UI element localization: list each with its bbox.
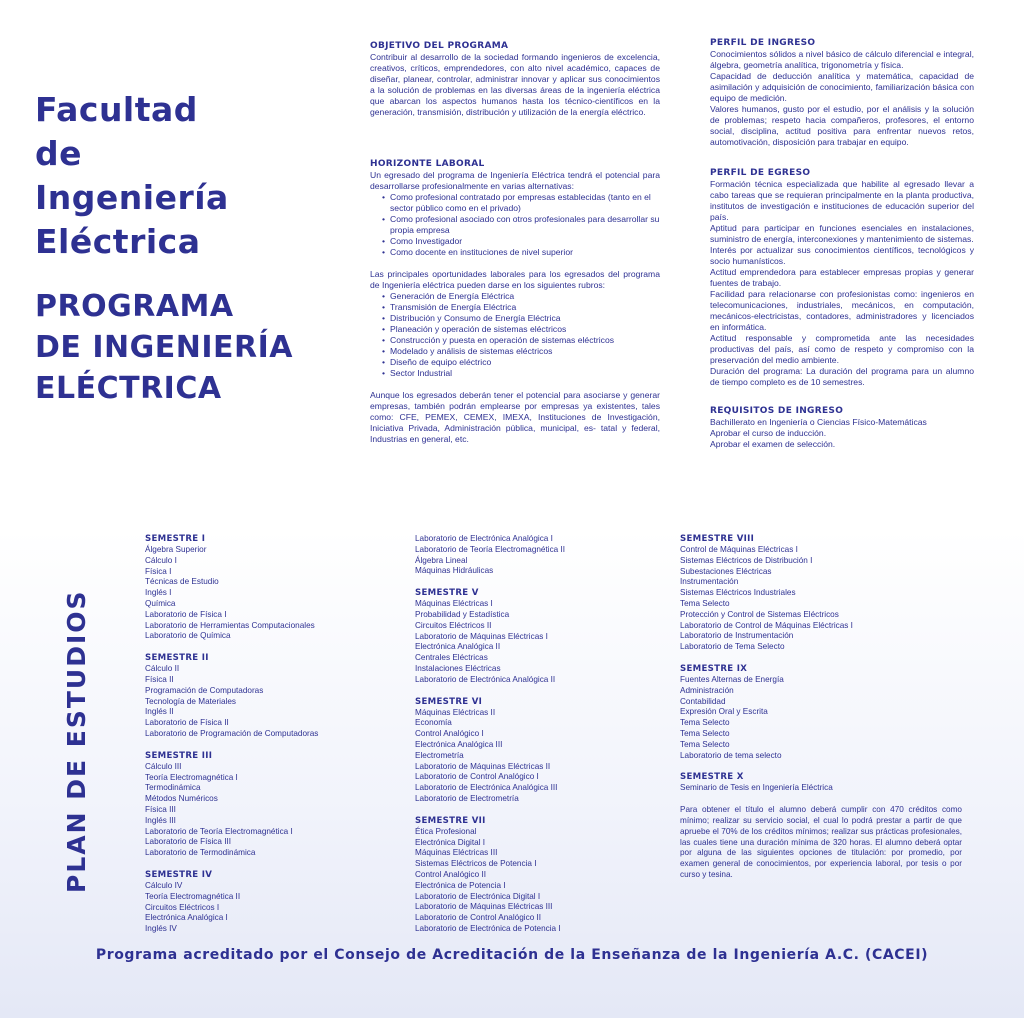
section-text: Formación técnica especializada que habilite al egresado llevar a cabo tareas que se requieran principalmente en la planta productiva, institutos de investigación e instituciones de educación superior del país. [710, 179, 974, 222]
course-item: Laboratorio de Física III [145, 837, 232, 847]
course-item: Inglés I [145, 588, 172, 598]
list-item: • Como docente en instituciones de nivel superior [390, 247, 660, 258]
list-item: • Modelado y análisis de sistemas eléctricos [390, 346, 660, 357]
course-item: Teoría Electromagnética II [145, 891, 241, 901]
accreditation-footer: Programa acreditado por el Consejo de Acreditación de la Enseñanza de la Ingeniería A.C. (CACEI) [95, 947, 929, 963]
course-item: Laboratorio de Electrometría [415, 793, 519, 803]
section-text: Bachillerato en Ingeniería o Ciencias Físico-Matemáticas [710, 417, 927, 427]
course-item: Economía [415, 718, 452, 728]
course-item: Control de Máquinas Eléctricas I [680, 545, 798, 554]
titulacion-text: Para obtener el título el alumno deberá cumplir con 470 créditos como mínimo; realizar su servicio social, el cual lo podrá prestar a partir de que apruebe el 70% de los créditos mínimos; realizar sus prácticas profesionales, las cuales tiene una duración mínima de 320 horas. El alumno deberá optar por alguna de las siguientes opciones de titulación: por promedio, por examen general de conocimientos, por experiencia laboral, por tesis o por curso y tesina. [680, 805, 962, 879]
list-item: • Sector Industrial [390, 368, 660, 379]
perfil-ingreso-section [710, 38, 974, 148]
list-item: • Planeación y operación de sistemas eléctricos [390, 324, 660, 335]
course-item: Electrónica Digital I [415, 837, 486, 847]
course-item: Electrónica Analógica III [415, 739, 503, 749]
section-text: Interés por actualizar sus conocimientos científicos, tecnológicos y socio humanísticos. [710, 245, 974, 266]
course-item: Laboratorio de Máquinas Eléctricas III [415, 902, 553, 912]
list-item: • Como profesional asociado con otros profesionales para desarrollar su propia empresa [390, 214, 660, 236]
course-item: Control Analógico I [415, 729, 484, 739]
course-item: Teoría Electromagnética I [145, 772, 238, 782]
semester-heading: SEMESTRE III [145, 750, 213, 761]
program-title-line: ELÉCTRICA [35, 371, 222, 406]
section-text: Un egresado del programa de Ingeniería Eléctrica tendrá el potencial para desarrollarse profesionalmente en varias alternativas: [370, 170, 660, 191]
section-text: Las principales oportunidades laborales para los egresados del programa de Ingeniería eléctrica pueden darse en los siguientes rubros: [370, 269, 660, 290]
course-item: Fuentes Alternas de Energía [680, 674, 784, 684]
section-text: Duración del programa: La duración del programa para un alumno de tiempo completo es de 10 semestres. [710, 366, 974, 387]
course-item: Laboratorio de Física I [145, 609, 227, 619]
course-item: Laboratorio de Control Analógico II [415, 913, 542, 923]
course-item: Ética Profesional [415, 826, 477, 836]
semester-heading: SEMESTRE V [415, 588, 479, 599]
semester-heading: SEMESTRE IV [145, 869, 213, 880]
section-text: Conocimientos sólidos a nivel básico de cálculo diferencial e integral, álgebra, geometría analítica, trigonometría y física. [710, 49, 974, 70]
perfil-egreso-section [710, 168, 974, 388]
course-item: Electrónica Analógica II [415, 642, 501, 652]
program-title [35, 286, 293, 409]
course-item: Álgebra Lineal [415, 555, 468, 565]
course-item: Circuitos Eléctricos I [145, 902, 220, 912]
course-item: Laboratorio de Electrónica Analógica II [415, 674, 556, 684]
course-item: Circuitos Eléctricos II [415, 620, 492, 630]
faculty-title-line: de [35, 134, 83, 173]
course-item: Laboratorio de Herramientas Computacionales [145, 620, 315, 630]
course-item: Probabilidad y Estadística [415, 609, 510, 619]
course-item: Contabilidad [680, 696, 726, 706]
section-text: Valores humanos, gusto por el estudio, por el análisis y la solución de problemas; respeto hacia compañeros, profesores, el entorno social, disciplina, actitud positiva para enfrentar nuevos retos, automotivación, disposición para trabajar en equipo. [710, 104, 974, 147]
course-item: Técnicas de Estudio [145, 577, 219, 587]
course-item: Máquinas Eléctricas I [415, 599, 493, 609]
section-text: Contribuir al desarrollo de la sociedad formando ingenieros de excelencia, creativos, críticos, emprendedores, con alto nivel académico, capaces de diseñar, planear, controlar, administrar innovar y aplicar sus conocimientos a la solución de problemas en las diversas áreas de la ingeniería eléctrica que abarcan los aspectos humanos hasta los técnico-científicos en la generación, transmisión, distribución y utilización de la energía eléctrico. [370, 52, 660, 117]
course-item: Inglés III [145, 815, 176, 825]
course-item: Cálculo II [145, 664, 180, 674]
course-item: Física III [145, 804, 176, 814]
faculty-title-line: Eléctrica [35, 222, 201, 261]
section-text: Aptitud para participar en funciones esenciales en instalaciones, suministro de energía, interconexiones y mantenimiento de sistemas. [710, 223, 974, 244]
semester-heading: SEMESTRE VII [415, 815, 486, 826]
list-item: • Generación de Energía Eléctrica [390, 291, 660, 302]
plan-title: PLAN DE ESTUDIOS [62, 589, 91, 893]
course-item: Física I [145, 566, 172, 576]
course-item: Sistemas Eléctricos de Distribución I [680, 555, 813, 565]
course-item: Sistemas Eléctricos de Potencia I [415, 859, 537, 869]
faculty-title-line: Facultad [35, 90, 198, 129]
program-title-line: PROGRAMA [35, 289, 234, 324]
list-item: • Transmisión de Energía Eléctrica [390, 302, 660, 313]
section-text: Actitud responsable y comprometida ante las necesidades productivas del país, así como de respeto y compromiso con la preservación del medio ambiente. [710, 333, 974, 365]
course-item: Tema Selecto [680, 739, 730, 749]
course-item: Tema Selecto [680, 598, 730, 608]
semester-column-3 [680, 534, 962, 881]
list-item: • Construcción y puesta en operación de sistemas eléctricos [390, 335, 660, 346]
options-list [370, 192, 660, 258]
course-item: Máquinas Eléctricas II [415, 707, 496, 717]
course-item: Cálculo IV [145, 880, 183, 890]
course-item: Laboratorio de Máquinas Eléctricas II [415, 761, 551, 771]
course-item: Laboratorio de Electrónica de Potencia I [415, 923, 561, 933]
course-item: Laboratorio de Tema Selecto [680, 642, 785, 652]
course-item: Centrales Eléctricas [415, 653, 488, 663]
list-item: • Como Investigador [390, 236, 660, 247]
list-item: • Distribución y Consumo de Energía Eléctrica [390, 313, 660, 324]
course-item: Subestaciones Eléctricas [680, 566, 772, 576]
list-item: • Como profesional contratado por empresas establecidas (tanto en el sector público como en el privado) [390, 192, 660, 214]
program-title-line: DE INGENIERÍA [35, 330, 293, 365]
course-item: Protección y Control de Sistemas Eléctricos [680, 609, 839, 619]
course-item: Laboratorio de Termodinámica [145, 848, 256, 858]
course-item: Cálculo III [145, 761, 182, 771]
semester-column-1 [145, 534, 318, 935]
course-item: Laboratorio de tema selecto [680, 750, 782, 760]
course-item: Laboratorio de Control Analógico I [415, 772, 539, 782]
section-heading: HORIZONTE LABORAL [370, 159, 485, 169]
course-item: Laboratorio de Química [145, 631, 231, 641]
course-item: Electrónica Analógica I [145, 913, 228, 923]
course-item: Laboratorio de Teoría Electromagnética II [415, 544, 566, 554]
course-item: Tema Selecto [680, 728, 730, 738]
course-item: Electrónica de Potencia I [415, 880, 506, 890]
course-item: Inglés IV [145, 924, 177, 934]
section-heading: OBJETIVO DEL PROGRAMA [370, 41, 509, 51]
semester-heading: SEMESTRE VIII [680, 534, 755, 544]
course-item: Laboratorio de Máquinas Eléctricas I [415, 631, 548, 641]
rubros-list [370, 291, 660, 379]
semester-heading: SEMESTRE X [680, 772, 744, 783]
section-text: Facilidad para relacionarse con profesionistas como: ingenieros en telecomunicaciones, industriales, mecánicos, en computación, mecánicos-electricistas, contadores, administradores y licenciados en informática. [710, 289, 974, 332]
section-text: Aprobar el examen de selección. [710, 439, 836, 449]
objetivo-section [370, 41, 660, 118]
semester-heading: SEMESTRE II [145, 653, 209, 664]
semester-column-2 [415, 534, 565, 935]
section-text: Aprobar el curso de inducción. [710, 428, 827, 438]
course-item: Física II [145, 674, 174, 684]
faculty-title [35, 88, 229, 264]
course-item: Máquinas Hidráulicas [415, 566, 494, 576]
faculty-title-line: Ingeniería [35, 178, 229, 217]
course-item: Programación de Computadoras [145, 685, 264, 695]
course-item: Instrumentación [680, 577, 739, 587]
course-item: Cálculo I [145, 555, 177, 565]
course-item: Métodos Numéricos [145, 794, 218, 804]
course-item: Instalaciones Eléctricas [415, 663, 501, 673]
course-item: Sistemas Eléctricos Industriales [680, 588, 796, 598]
semester-heading: SEMESTRE IX [680, 663, 748, 674]
requisitos-section [710, 406, 974, 450]
semester-heading: SEMESTRE I [145, 534, 206, 544]
course-item: Seminario de Tesis en Ingeniería Eléctrica [680, 783, 833, 793]
course-item: Laboratorio de Electrónica Analógica I [415, 534, 553, 543]
list-item: • Diseño de equipo eléctrico [390, 357, 660, 368]
course-item: Laboratorio de Instrumentación [680, 631, 794, 641]
course-item: Inglés II [145, 707, 174, 717]
course-item: Expresión Oral y Escrita [680, 707, 768, 717]
course-item: Laboratorio de Teoría Electromagnética I [145, 826, 293, 836]
section-text: Capacidad de deducción analítica y matemática, capacidad de asimilación y adquisición de conocimiento, familiarización básica con equipo de medición. [710, 71, 974, 103]
course-item: Laboratorio de Electrónica Analógica III [415, 783, 558, 793]
course-item: Química [145, 598, 176, 608]
horizonte-section [370, 159, 660, 445]
section-text: Actitud emprendedora para establecer empresas propias y generar fuentes de trabajo. [710, 267, 974, 288]
course-item: Laboratorio de Física II [145, 718, 229, 728]
section-heading: REQUISITOS DE INGRESO [710, 406, 844, 416]
section-text: Aunque los egresados deberán tener el potencial para asociarse y generar empresas, también podrán emplearse por empresas ya existentes, tales como: CFE, PEMEX, CEMEX, IMEXA, Instituciones de Investigación, Iniciativa Privada, Administración pública, municipal, es- tatal y federal, Industrias en general, etc. [370, 390, 660, 444]
course-item: Álgebra Superior [145, 545, 207, 554]
course-item: Administración [680, 685, 734, 695]
course-item: Máquinas Eléctricas III [415, 848, 498, 858]
course-item: Tecnología de Materiales [145, 696, 237, 706]
course-item: Electrometría [415, 750, 464, 760]
course-item: Laboratorio de Control de Máquinas Eléctricas I [680, 620, 853, 630]
course-item: Laboratorio de Electrónica Digital I [415, 891, 541, 901]
course-item: Control Analógico II [415, 869, 487, 879]
section-heading: PERFIL DE EGRESO [710, 168, 811, 178]
semester-heading: SEMESTRE VI [415, 696, 483, 707]
course-item: Termodinámica [145, 783, 201, 793]
course-item: Tema Selecto [680, 718, 730, 728]
course-item: Laboratorio de Programación de Computadoras [145, 728, 319, 738]
section-heading: PERFIL DE INGRESO [710, 38, 816, 48]
